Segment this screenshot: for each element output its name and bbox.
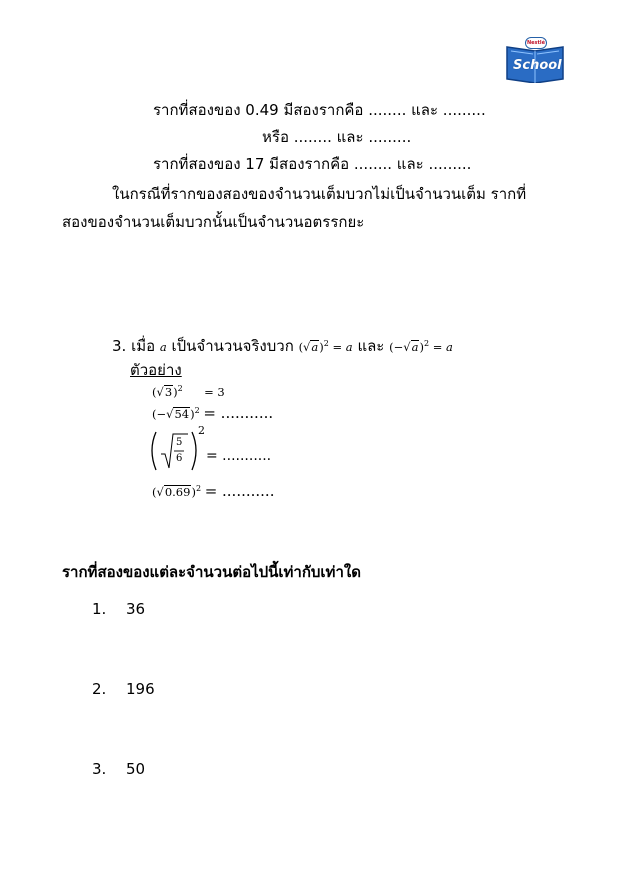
- question-title: รากที่สองของแต่ละจำนวนต่อไปนี้เท่ากับเท่าใด: [62, 563, 361, 581]
- line-17: รากที่สองของ 17 มีสองรากคือ ........ และ .........: [153, 155, 472, 173]
- example-1-result: = 3: [204, 384, 225, 399]
- line-049: รากที่สองของ 0.49 มีสองรากคือ ........ และ .........: [153, 101, 486, 119]
- formula-sqrt-a-squared: (√𝑎)$^2$ = 𝑎: [298, 339, 353, 354]
- line-or: หรือ ........ และ .........: [262, 128, 412, 146]
- question-item-3: 3. 50: [92, 760, 146, 778]
- nestle-school-logo: [505, 37, 565, 83]
- item-3-and: และ: [357, 337, 385, 355]
- formula-neg-sqrt-a-squared: (−√𝑎)$^2$ = 𝑎: [389, 339, 453, 354]
- example-4-result: = ...........: [204, 482, 275, 500]
- example-2-radicand: 54: [174, 407, 190, 421]
- example-2-result: = ...........: [203, 404, 274, 422]
- example-3-denominator: 6: [176, 453, 183, 464]
- example-4-radicand: 0.69: [164, 485, 191, 499]
- paragraph-line-2: สองของจำนวนเต็มบวกนั้นเป็นจำนวนอตรรกยะ: [62, 213, 365, 231]
- var-a: 𝑎: [159, 340, 167, 354]
- example-3-numerator: 5: [176, 437, 183, 448]
- question-value-1: 36: [126, 600, 146, 618]
- example-1-radicand: 3: [164, 384, 173, 399]
- item-3-statement: [112, 334, 453, 358]
- paragraph-line-1: ในกรณีที่รากของสองของจำนวนเต็มบวกไม่เป็นจำนวนเต็ม รากที่: [112, 185, 527, 203]
- example-3: 5 6 2 = ...........: [146, 424, 286, 476]
- example-1: $(√3)^2 = 3$: [152, 384, 225, 399]
- question-item-1: 1. 36: [92, 600, 146, 618]
- item-3-mid: เป็นจำนวนจริงบวก: [171, 337, 294, 355]
- logo-word: School: [513, 58, 562, 73]
- logo-badge: Nestlé: [525, 37, 547, 49]
- item-3-lead: 3. เมื่อ: [112, 337, 156, 355]
- example-3-result: = ...........: [206, 448, 272, 464]
- example-2: $(-√54)^2$ = ...........: [152, 404, 274, 422]
- example-3-bracket-svg: [146, 424, 206, 476]
- question-value-2: 196: [126, 680, 155, 698]
- example-label: ตัวอย่าง: [130, 361, 182, 379]
- example-4: $(√0.69)^2$ = ...........: [152, 482, 275, 500]
- question-value-3: 50: [126, 760, 146, 778]
- question-item-2: 2. 196: [92, 680, 155, 698]
